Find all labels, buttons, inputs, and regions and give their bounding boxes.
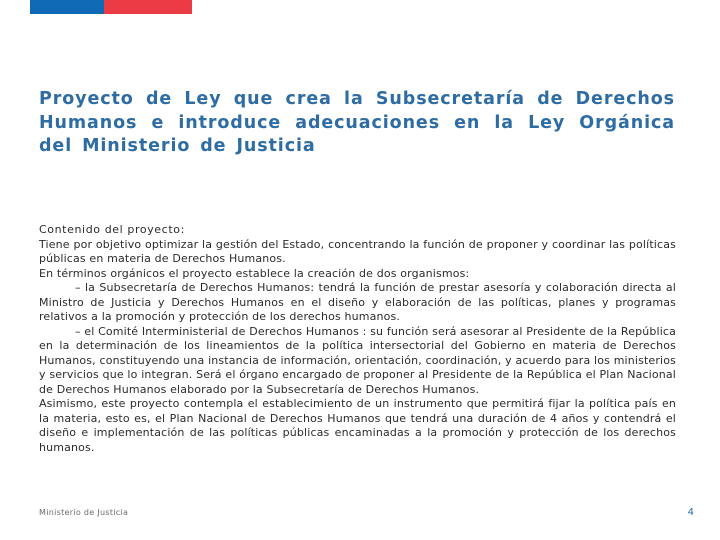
paragraph-organisms: En términos orgánicos el proyecto establece la creación de dos organismos: — [39, 266, 470, 280]
footer-ministry: Ministerio de Justicia — [39, 508, 129, 517]
paragraph-objective: Tiene por objetivo optimizar la gestión del Estado, concentrando la función de proponer y coordinar las políticas públicas en materia de Derechos Humanos. — [39, 237, 676, 265]
content-heading: Contenido del proyecto: — [39, 223, 185, 236]
paragraph-plan-nacional: Asimismo, este proyecto contempla el establecimiento de un instrumento que permitirá fijar la política país en la materia, esto es, el Plan Nacional de Derechos Humanos que tendrá una duración de 4 años y contendrá el diseño e implementación de las políticas públicas encaminadas a la promoción y protección de los derechos humanos. — [39, 397, 676, 454]
flag-banner — [30, 0, 192, 14]
page-title: Proyecto de Ley que crea la Subsecretaría de Derechos Humanos e introduce adecuaciones en la Ley Orgánica del Ministerio de Justicia — [39, 89, 675, 156]
flag-blue-stripe — [30, 0, 104, 14]
page-number: 4 — [687, 507, 694, 518]
flag-red-stripe — [104, 0, 192, 14]
list-item-comite: – el Comité Interministerial de Derechos Humanos : su función será asesorar al Presidente de la República en la determinación de los lineamientos de la política intersectorial del Gobierno en materia de Derechos Humanos, constituyendo una instancia de información, orientación, coordinación, y acuerdo para los ministerios y servicios que lo integran. Será el órgano encargado de proponer al Presidente de la República el Plan Nacional de Derechos Humanos elaborado por la Subsecretaría de Derechos Humanos. — [39, 324, 676, 396]
content-body — [39, 223, 676, 455]
list-item-subsecretaria: – la Subsecretaría de Derechos Humanos: tendrá la función de prestar asesoría y colaboración directa al Ministro de Justicia y Derechos Humanos en el diseño y elaboración de las políticas, planes y programas relativos a la promoción y protección de los derechos humanos. — [39, 281, 676, 323]
